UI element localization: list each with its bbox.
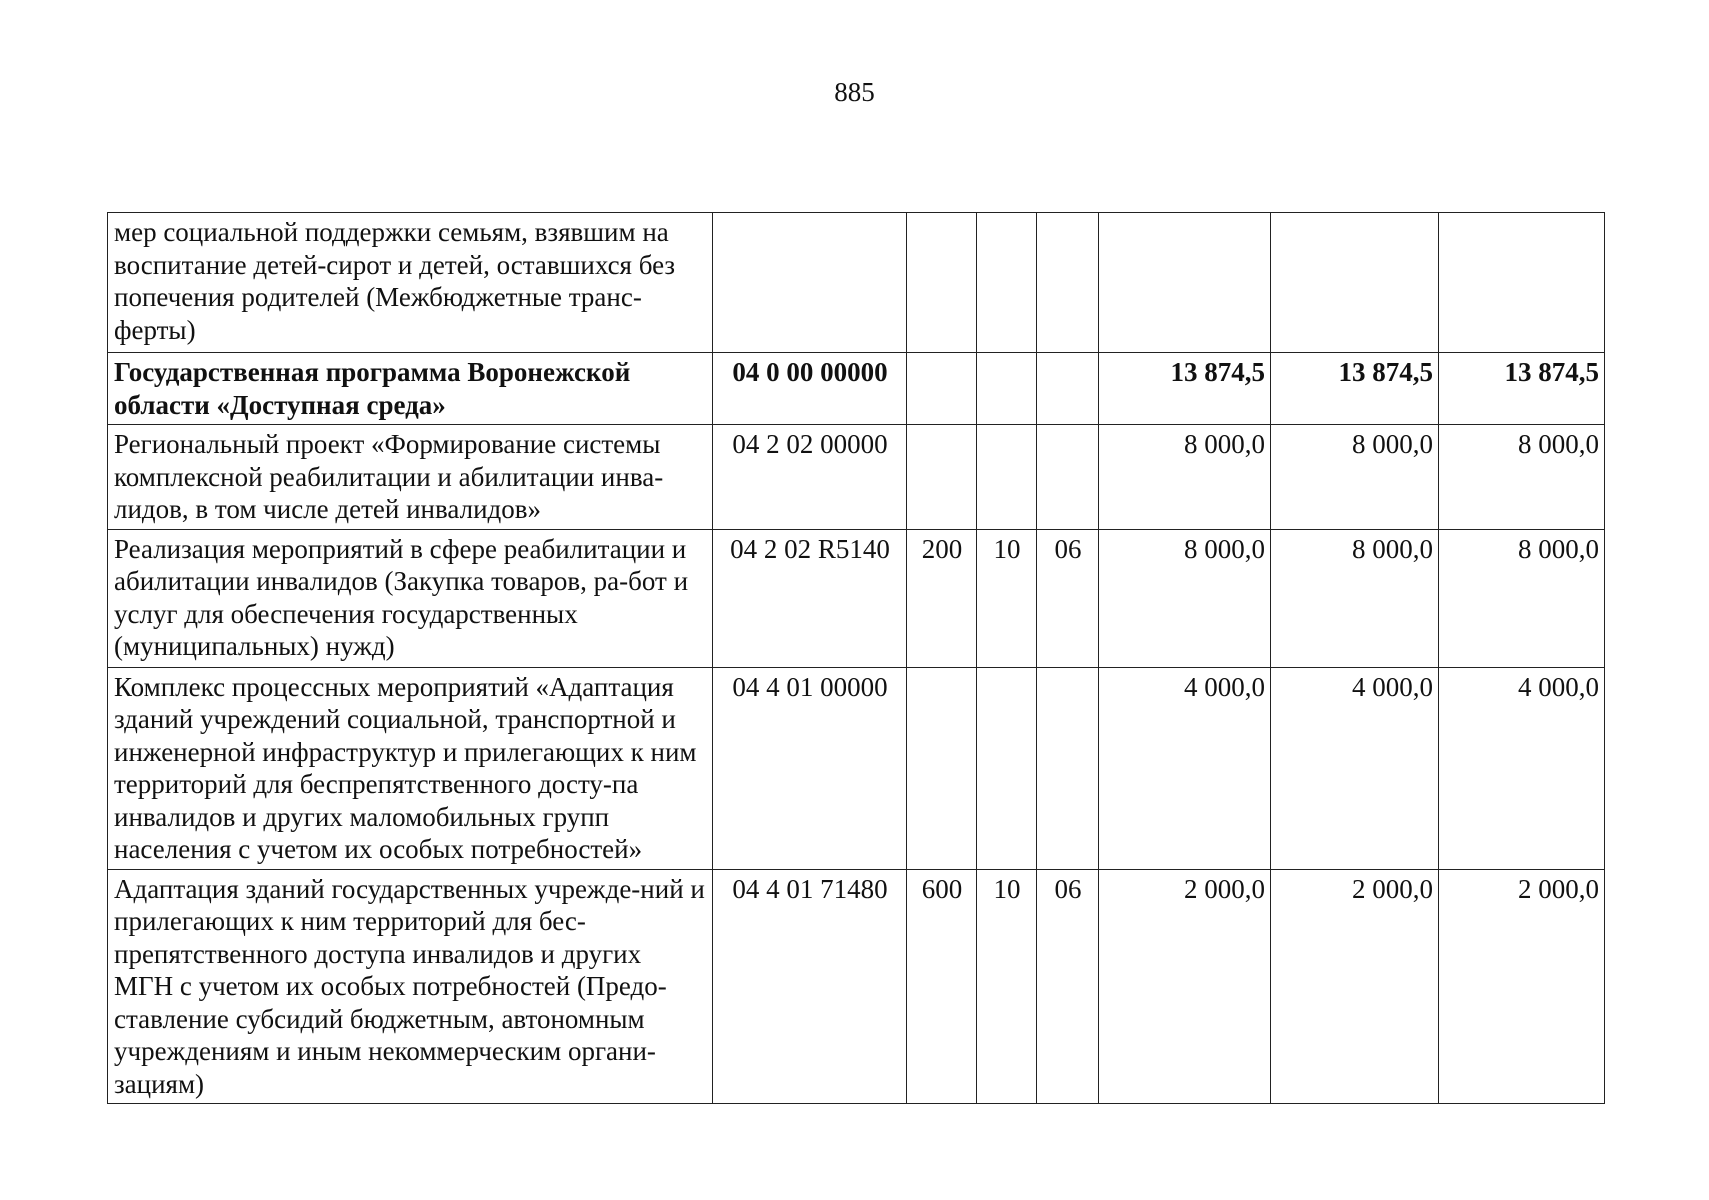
expense-type-cell xyxy=(907,667,977,869)
budget-table xyxy=(107,212,1605,1104)
target-code-cell: 04 4 01 00000 xyxy=(713,667,907,869)
row-name-cell: Государственная программа Воронежской области «Доступная среда» xyxy=(108,353,713,425)
amount-year-3-cell: 8 000,0 xyxy=(1439,529,1605,667)
amount-year-1-cell: 2 000,0 xyxy=(1099,869,1271,1104)
amount-year-1-cell: 8 000,0 xyxy=(1099,425,1271,530)
table-row xyxy=(108,425,1605,530)
section-cell xyxy=(977,353,1037,425)
section-cell xyxy=(977,213,1037,353)
target-code-cell: 04 0 00 00000 xyxy=(713,353,907,425)
amount-year-2-cell: 8 000,0 xyxy=(1271,425,1439,530)
amount-year-3-cell xyxy=(1439,213,1605,353)
subsection-cell: 06 xyxy=(1037,529,1099,667)
expense-type-cell: 600 xyxy=(907,869,977,1104)
expense-type-cell xyxy=(907,425,977,530)
expense-type-cell xyxy=(907,353,977,425)
amount-year-2-cell: 13 874,5 xyxy=(1271,353,1439,425)
amount-year-1-cell: 8 000,0 xyxy=(1099,529,1271,667)
row-name-cell: Комплекс процессных мероприятий «Адаптация зданий учреждений социальной, транспортной и инженерной инфраструктур и прилегающих к ним территорий для беспрепятственного досту-па инвалидов и других маломобильных групп населения с учетом их особых потребностей» xyxy=(108,667,713,869)
subsection-cell xyxy=(1037,213,1099,353)
row-name-cell: Региональный проект «Формирование системы комплексной реабилитации и абилитации инва-лидов, в том числе детей инвалидов» xyxy=(108,425,713,530)
amount-year-3-cell: 8 000,0 xyxy=(1439,425,1605,530)
amount-year-3-cell: 13 874,5 xyxy=(1439,353,1605,425)
subsection-cell: 06 xyxy=(1037,869,1099,1104)
section-cell xyxy=(977,667,1037,869)
amount-year-1-cell xyxy=(1099,213,1271,353)
expense-type-cell xyxy=(907,213,977,353)
section-cell: 10 xyxy=(977,869,1037,1104)
table-row xyxy=(108,529,1605,667)
amount-year-2-cell: 2 000,0 xyxy=(1271,869,1439,1104)
amount-year-2-cell: 8 000,0 xyxy=(1271,529,1439,667)
row-name-cell: мер социальной поддержки семьям, взявшим на воспитание детей-сирот и детей, оставшихся без попечения родителей (Межбюджетные транс-ферты) xyxy=(108,213,713,353)
subsection-cell xyxy=(1037,353,1099,425)
amount-year-1-cell: 4 000,0 xyxy=(1099,667,1271,869)
amount-year-2-cell: 4 000,0 xyxy=(1271,667,1439,869)
amount-year-2-cell xyxy=(1271,213,1439,353)
expense-type-cell: 200 xyxy=(907,529,977,667)
row-name-cell: Реализация мероприятий в сфере реабилитации и абилитации инвалидов (Закупка товаров, ра-бот и услуг для обеспечения государственных (муниципальных) нужд) xyxy=(108,529,713,667)
row-name-cell: Адаптация зданий государственных учрежде-ний и прилегающих к ним территорий для бес-препятственного доступа инвалидов и других МГН с учетом их особых потребностей (Предо-ставление субсидий бюджетным, автономным учреждениям и иным некоммерческим органи-зациям) xyxy=(108,869,713,1104)
table-row xyxy=(108,213,1605,353)
section-cell: 10 xyxy=(977,529,1037,667)
table-row xyxy=(108,353,1605,425)
subsection-cell xyxy=(1037,425,1099,530)
target-code-cell: 04 2 02 00000 xyxy=(713,425,907,530)
page-number: 885 xyxy=(834,77,875,107)
amount-year-3-cell: 4 000,0 xyxy=(1439,667,1605,869)
table-row xyxy=(108,667,1605,869)
amount-year-3-cell: 2 000,0 xyxy=(1439,869,1605,1104)
target-code-cell: 04 4 01 71480 xyxy=(713,869,907,1104)
table-row xyxy=(108,869,1605,1104)
section-cell xyxy=(977,425,1037,530)
target-code-cell: 04 2 02 R5140 xyxy=(713,529,907,667)
subsection-cell xyxy=(1037,667,1099,869)
target-code-cell xyxy=(713,213,907,353)
amount-year-1-cell: 13 874,5 xyxy=(1099,353,1271,425)
